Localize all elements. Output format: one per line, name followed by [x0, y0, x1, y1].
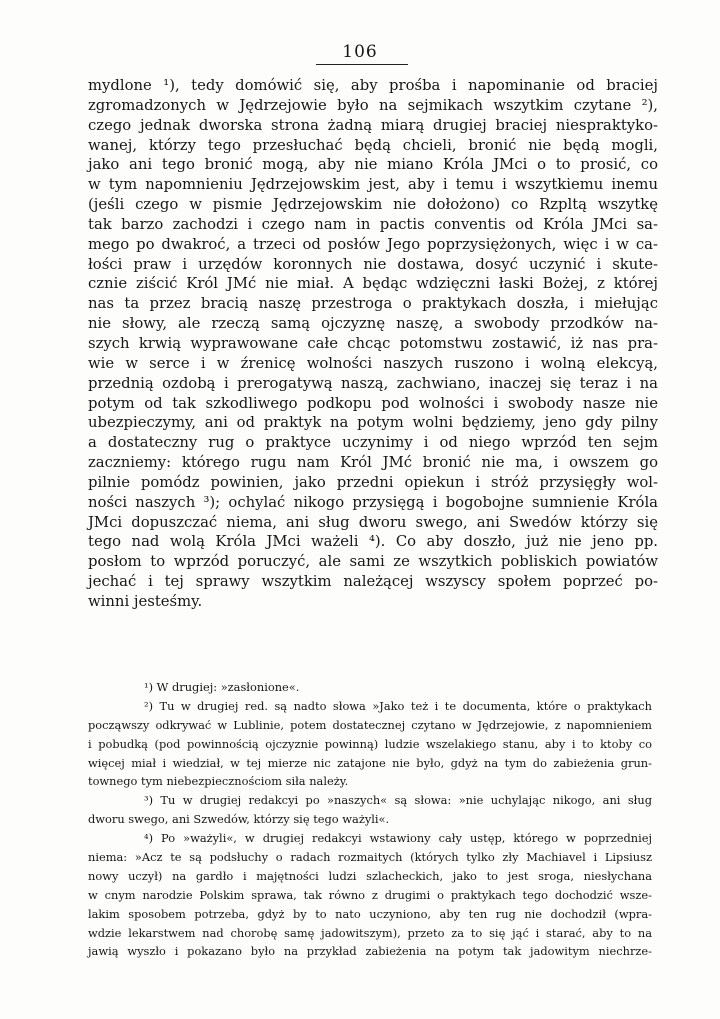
text-line: pilnie pomódz powinien, jako przedni opiekun i stróż przysięgły wol-	[88, 473, 658, 491]
footnotes	[88, 678, 652, 961]
text-line: potym od tak szkodliwego podkopu pod wolności i swobody nasze nie	[88, 394, 658, 412]
text-line: tak barzo zachodzi i czego nam in pactis conventis od Króla JMci sa-	[88, 215, 658, 233]
text-line: nas ta przez bracią naszę przestroga o praktykach doszła, i miełując	[88, 295, 658, 313]
page-number: 106	[342, 42, 378, 62]
footnote-line: i pobudką (pod powinnością ojczyznie powinną) ludzie wszelakiego stanu, aby i to ktoby co	[88, 736, 652, 751]
footnote-line: w cnym narodzie Polskim sprawa, tak równo z drugimi o praktykach tego dochodzić wsze-	[88, 887, 652, 902]
text-line: tego nad wolą Króla JMci ważeli ⁴). Co aby doszło, już nie jeno pp.	[88, 533, 658, 551]
footnote-line: więcej miał i wiedział, w tej mierze nic zatajone nie było, gdyż na tym do zabieżenia grun-	[88, 755, 652, 770]
header-rule	[316, 64, 408, 65]
text-line: w tym napomnieniu Jędrzejowskim jest, aby i temu i wszytkiemu inemu	[88, 176, 658, 194]
text-line: cznie ziścić Król JMć nie miał. A będąc wdzięczni łaski Bożej, z której	[88, 275, 658, 293]
text-line: czego jednak dworska strona żadną miarą drugiej braciej niespraktyko-	[88, 116, 658, 134]
text-line: zgromadzonych w Jędrzejowie było na sejmikach wszytkim czytane ²),	[88, 96, 658, 114]
footnote-line: townego tym niebezpiecznościom siła należy.	[88, 774, 349, 789]
text-line: ności naszych ³); ochylać nikogo przysięgą i bogobojne sumnienie Króla	[88, 493, 658, 511]
footnote-line: począwszy odkrywać w Lublinie, potem dostatecznej czytano w Jędrzejowie, z napomnieniem	[88, 717, 652, 732]
main-text	[88, 76, 658, 612]
text-line: jechać i tej sprawy wszytkim należącej wszyscy społem poprzeć po-	[88, 573, 658, 591]
text-line: łości praw i urzędów koronnych nie dostawa, dosyć uczynić i skute-	[88, 255, 658, 273]
text-line: JMci dopuszczać niema, ani sług dworu swego, ani Swedów którzy się	[88, 513, 658, 531]
text-line: wanej, którzy tego przesłuchać będą chcieli, bronić nie będą mogli,	[88, 136, 658, 154]
text-line: winni jesteśmy.	[88, 592, 203, 610]
footnote-line: wdzie lekarstwem nad chorobę samę jadowitszym), przeto za to się jąć i starać, aby to na	[88, 925, 652, 940]
text-line: a dostateczny rug o praktyce uczynimy i od niego wprzód ten sejm	[88, 434, 658, 452]
text-line: (jeśli czego w pismie Jędrzejowskim nie dołożono) co Rzpltą wszytkę	[88, 196, 658, 214]
footnote-line: ¹) W drugiej: »zasłonione«.	[144, 680, 300, 694]
text-line: szych krwią wyprawowane całe chcąc potomstwu zostawić, iż nas pra-	[88, 334, 658, 352]
text-line: mydlone ¹), tedy domówić się, aby prośba i napominanie od braciej	[88, 77, 658, 94]
footnote-line: ⁴) Po »ważyli«, w drugiej redakcyi wstawiony cały ustęp, którego w poprzedniej	[144, 831, 652, 846]
footnote-line: nowy uczył) na gardło i majętności ludzi szlacheckich, jako to jest sroga, niesłychana	[88, 868, 652, 883]
footnote-line: ²) Tu w drugiej red. są nadto słowa »Jako też i te documenta, które o praktykach	[144, 698, 652, 713]
text-line: posłom to wprzód poruczyć, ale sami ze wszytkich pobliskich powiatów	[88, 553, 658, 571]
footnote-line: jawią wyszło i pokazano było na przykład zabieżenia na potym tak jadowitym niechrze-	[88, 944, 652, 959]
text-line: mego po dwakroć, a trzeci od posłów Jego poprzysiężonych, więc i w ca-	[88, 235, 658, 253]
text-line: przednią ozdobą i prerogatywą naszą, zachwiano, inaczej się teraz i na	[88, 374, 658, 392]
footnote-line: dworu swego, ani Szwedów, którzy się tego ważyli«.	[88, 812, 390, 827]
footnote-line: lakim sposobem potrzeba, gdyż by to nato uczyniono, aby ten rug nie dochodził (wpra-	[88, 906, 652, 921]
footnote-line: ³) Tu w drugiej redakcyi po »naszych« są słowa: »nie uchylając nikogo, ani sług	[144, 793, 652, 808]
text-line: wie w serce i w źrenicę wolności naszych ruszono i wolną elekcyą,	[88, 354, 658, 372]
text-line: zaczniemy: którego rugu nam Król JMć bronić nie ma, i owszem go	[88, 454, 658, 472]
footnote-line: niema: »Acz te są podsłuchy o radach rozmaitych (których tylko zły Machiavel i Lipsiusz	[88, 850, 652, 865]
text-line: jako ani tego bronić mogą, aby nie miano Króla JMci o to prosić, co	[88, 156, 658, 174]
text-line: ubezpieczymy, ani od praktyk na potym wolni będziemy, jeno gdy pilny	[88, 414, 658, 432]
text-line: nie słowy, ale rzeczą samą ojczyznę naszę, a swobody przodków na-	[88, 315, 658, 333]
